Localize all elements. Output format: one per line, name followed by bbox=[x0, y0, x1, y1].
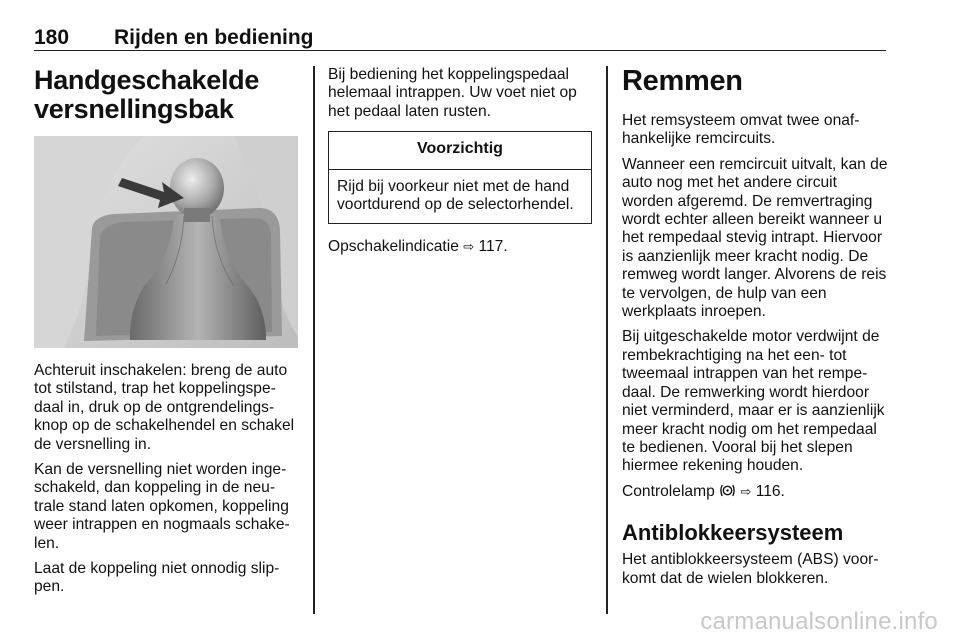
gear-shift-lever-illustration bbox=[34, 136, 298, 348]
cross-reference: Controlelamp ⇨ 116. bbox=[622, 482, 785, 500]
running-title: Rijden en bediening bbox=[114, 26, 314, 49]
paragraph: Laat de koppeling niet onnodig slippen. bbox=[34, 560, 280, 596]
paragraph: Het antiblokkeersysteem (ABS) voorkomt dat de wielen blokkeren. bbox=[622, 551, 879, 587]
page-ref-arrow-icon: ⇨ bbox=[740, 483, 752, 499]
page-number: 180 bbox=[34, 26, 70, 49]
page-ref-arrow-icon: ⇨ bbox=[463, 239, 475, 255]
watermark: carmanualsonline.info bbox=[700, 608, 938, 635]
column-3 bbox=[622, 66, 888, 595]
cross-reference: Opschakelindicatie ⇨ 117. bbox=[328, 238, 508, 256]
paragraph: Achteruit inschakelen: breng de auto tot stilstand, trap het koppelingspedaal in, druk op de ontgrendelingsknop op de schakelhendel en schakel de versnelling in. bbox=[34, 362, 295, 453]
section-heading-gearbox: Handgeschakelde versnellingsbak bbox=[34, 65, 260, 124]
caution-text: Rijd bij voorkeur niet met de hand voortdurend op de selectorhendel. bbox=[337, 177, 574, 214]
caution-title: Voorzichtig bbox=[329, 132, 591, 169]
column-2 bbox=[328, 66, 592, 264]
paragraph: Wanneer een remcircuit uitvalt, kan de auto nog met het andere circuit worden afgeremd. De remvertraging wordt echter alleen bereikt wanneer u het rempedaal stevig intrapt. Hiervoor is aanzienlijk meer kracht nodig. De remweg wordt langer. Alvorens de reis te vervolgen, de hulp van een werkplaats inroepen. bbox=[622, 155, 888, 321]
paragraph: Bij uitgeschakelde motor verdwijnt de rembekrachtiging na het een- tot tweemaal intrappen van het rempedaal. De remwerking wordt hierdoor niet verminderd, maar er is aanzienlijk meer kracht nodig om het rempedaal te bedienen. Vooral bij het slepen hiermee rekening houden. bbox=[622, 328, 885, 475]
column-divider bbox=[313, 66, 315, 614]
caution-box bbox=[328, 131, 592, 224]
paragraph: Het remsysteem omvat twee onafhankelijke remcircuits. bbox=[622, 112, 860, 148]
section-heading-brakes: Remmen bbox=[622, 65, 743, 97]
paragraph: Kan de versnelling niet worden ingeschakeld, dan koppeling in de neutrale stand laten opkomen, koppeling weer intrappen en nogmaals schakelen. bbox=[34, 461, 290, 552]
paragraph: Bij bediening het koppelingspedaal helemaal intrappen. Uw voet niet op het pedaal laten rusten. bbox=[328, 66, 577, 120]
page-header bbox=[34, 26, 886, 51]
brake-warning-lamp-icon bbox=[719, 483, 736, 498]
subsection-heading-abs: Antiblokkeersysteem bbox=[622, 520, 844, 546]
column-1 bbox=[34, 66, 300, 604]
column-divider bbox=[606, 66, 608, 614]
